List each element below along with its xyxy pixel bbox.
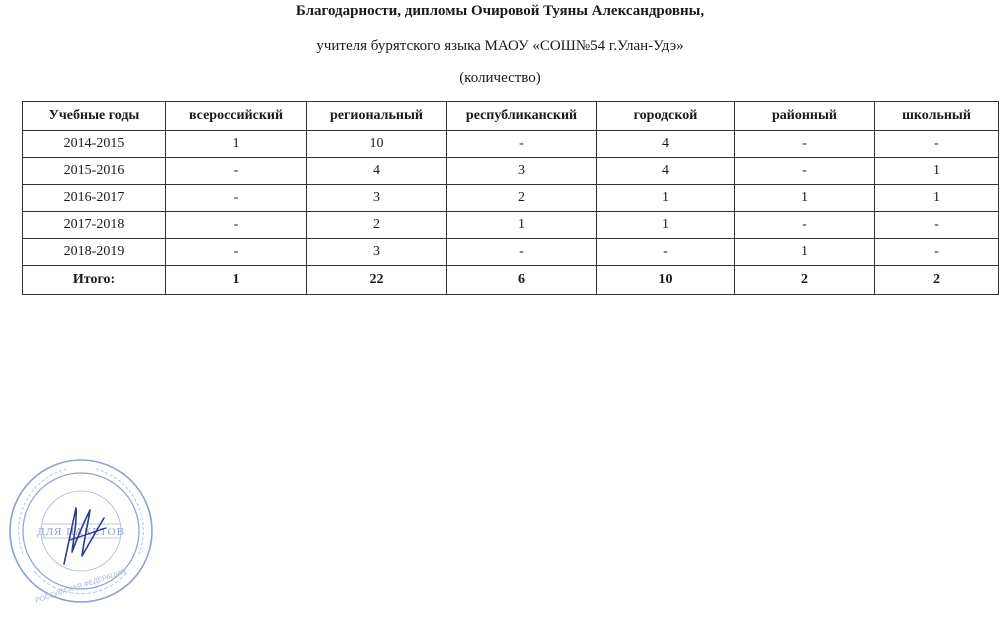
table-cell: -: [166, 239, 307, 266]
total-cell: Итого:: [23, 266, 166, 295]
table-cell: 2016-2017: [23, 185, 166, 212]
table-cell: -: [735, 158, 875, 185]
table-cell: 4: [597, 158, 735, 185]
table-cell: 1: [735, 239, 875, 266]
column-header: республиканский: [447, 102, 597, 131]
table-cell: 1: [166, 131, 307, 158]
column-header: городской: [597, 102, 735, 131]
table-cell: -: [875, 239, 999, 266]
table-cell: -: [735, 212, 875, 239]
table-row: [23, 158, 999, 185]
table-cell: -: [875, 131, 999, 158]
table-row: [23, 212, 999, 239]
document-subtitle: учителя бурятского языка МАОУ «СОШ№54 г.Улан-Удэ»: [316, 38, 684, 54]
table-cell: 1: [597, 185, 735, 212]
total-cell: 22: [307, 266, 447, 295]
table-cell: 3: [307, 185, 447, 212]
total-cell: 2: [735, 266, 875, 295]
table-cell: -: [166, 212, 307, 239]
total-cell: 10: [597, 266, 735, 295]
table-cell: 10: [307, 131, 447, 158]
table-row: [23, 131, 999, 158]
awards-table: [22, 101, 999, 295]
table-cell: 1: [597, 212, 735, 239]
table-cell: -: [447, 239, 597, 266]
table-cell: -: [166, 185, 307, 212]
table-cell: 4: [307, 158, 447, 185]
table-row: [23, 239, 999, 266]
table-cell: 3: [447, 158, 597, 185]
table-cell: -: [735, 131, 875, 158]
table-cell: 2014-2015: [23, 131, 166, 158]
document-note: (количество): [459, 70, 541, 86]
table-cell: 1: [875, 185, 999, 212]
column-header: районный: [735, 102, 875, 131]
table-cell: 2018-2019: [23, 239, 166, 266]
column-header: всероссийский: [166, 102, 307, 131]
table-cell: 1: [735, 185, 875, 212]
svg-text:РОССИЙСКАЯ ФЕДЕРАЦИЯ: РОССИЙСКАЯ ФЕДЕРАЦИЯ: [34, 568, 127, 605]
total-cell: 1: [166, 266, 307, 295]
seal-stamp: [6, 456, 156, 606]
table-cell: -: [447, 131, 597, 158]
header-row: [23, 102, 999, 131]
table-row: [23, 185, 999, 212]
table-cell: 2015-2016: [23, 158, 166, 185]
table-cell: 4: [597, 131, 735, 158]
table-cell: 1: [875, 158, 999, 185]
total-cell: 6: [447, 266, 597, 295]
table-cell: 2: [307, 212, 447, 239]
table-cell: -: [166, 158, 307, 185]
total-cell: 2: [875, 266, 999, 295]
column-header: региональный: [307, 102, 447, 131]
column-header: школьный: [875, 102, 999, 131]
table-cell: 1: [447, 212, 597, 239]
table-cell: 2017-2018: [23, 212, 166, 239]
table-cell: -: [597, 239, 735, 266]
table-cell: 3: [307, 239, 447, 266]
document-title: Благодарности, дипломы Очировой Туяны Александровны,: [295, 3, 705, 19]
column-header: Учебные годы: [23, 102, 166, 131]
total-row: [23, 266, 999, 295]
table-cell: 2: [447, 185, 597, 212]
stamp-center-text: ДЛЯ ПАКЕТОВ: [37, 526, 125, 538]
table-cell: -: [875, 212, 999, 239]
